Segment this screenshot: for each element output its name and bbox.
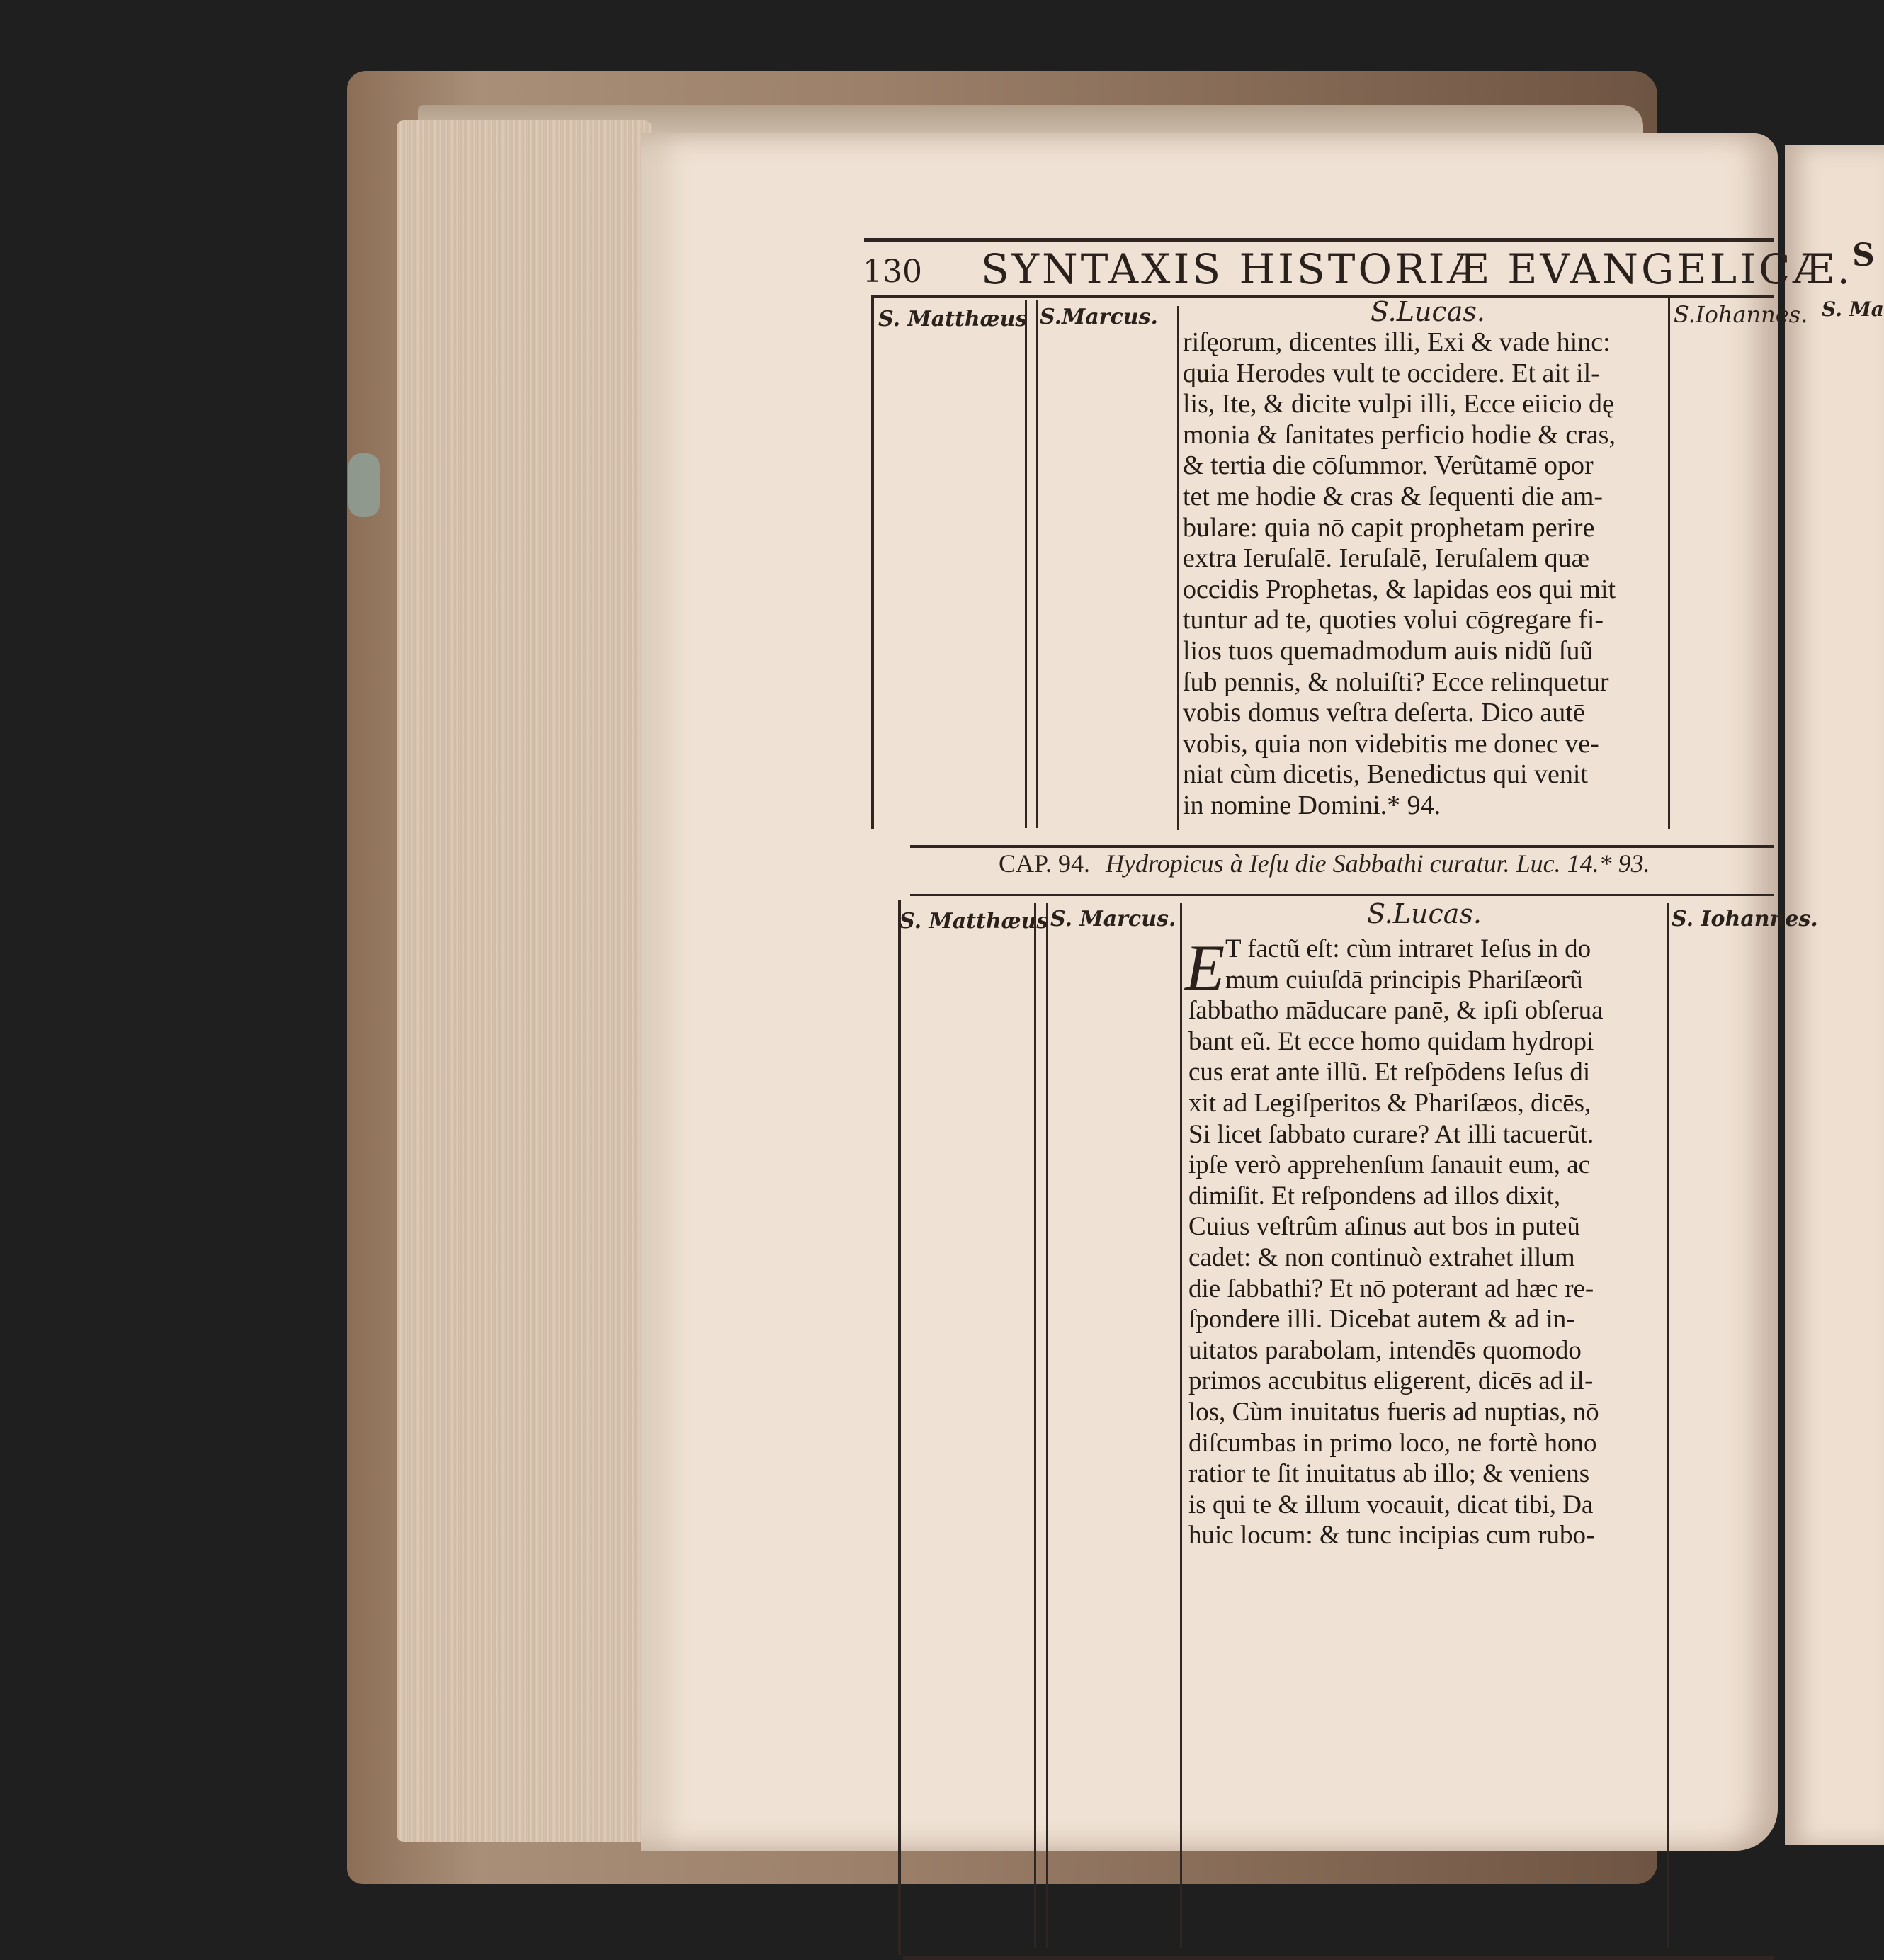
text-line: mum cuiuſdā principis Phariſæorũ (1225, 965, 1583, 995)
table1-divider-3 (1177, 306, 1179, 830)
table2-top-rule (910, 894, 1774, 896)
table1-bottom-rule (910, 845, 1774, 848)
text-line: los, Cùm inuitatus fueris ad nuptias, nō (1188, 1397, 1599, 1427)
text-line: diſcumbas in primo loco, ne fortè hono (1188, 1428, 1597, 1458)
text-line: quia Herodes vult te occidere. Et ait il- (1183, 358, 1600, 388)
col-head-luke: S.Lucas. (1371, 296, 1485, 327)
chapter-summary: Hydropicus à Ieſu die Sabbathi curatur. Luc. 14.* 93. (1106, 849, 1650, 878)
col-head-john: S.Iohannes. (1674, 301, 1808, 328)
text-line: riſęorum, dicentes illi, Exi & vade hinc: (1183, 327, 1611, 357)
clasp-remnant (348, 453, 380, 517)
text-line: & tertia die cōſummor. Verũtamē opor (1183, 451, 1594, 481)
text-line: die ſabbathi? Et nō poterant ad hæc re- (1188, 1274, 1594, 1303)
text-line: is qui te & illum vocauit, dicat tibi, Da (1188, 1490, 1594, 1519)
text-line: ſub pennis, & noluiſti? Ecce relinquetur (1183, 667, 1609, 697)
col-head-matthew-2: S. Matthæus (900, 909, 1049, 934)
text-line: ſpondere illi. Dicebat autem & ad in- (1188, 1305, 1575, 1335)
table2-left-border (898, 900, 901, 1955)
text-line: T factũ eſt: cùm intraret Ieſus in do (1225, 934, 1591, 963)
table2-divider-3 (1180, 903, 1182, 1948)
table1-left-border (871, 298, 874, 829)
text-line: cadet: & non continuò extrahet illum (1188, 1242, 1575, 1272)
text-line: bant eũ. Et ecce homo quidam hydropi (1188, 1026, 1594, 1056)
text-line: huic locum: & tunc incipias cum rubo- (1188, 1521, 1595, 1551)
text-line: cus erat ante illũ. Et reſpōdens Ieſus di (1188, 1058, 1591, 1087)
text-line: tuntur ad te, quoties volui cōgregare fi- (1183, 605, 1604, 635)
table2-bottom-rule (903, 1956, 1774, 1960)
text-line: vobis, quia non videbitis me donec ve- (1183, 728, 1599, 759)
chapter-caption (999, 849, 1650, 878)
text-line: niat cùm dicetis, Benedictus qui venit (1183, 759, 1588, 790)
text-line: occidis Prophetas, & lapidas eos qui mit (1183, 574, 1616, 604)
col-head-mark: S.Marcus. (1040, 305, 1158, 329)
table1-divider-2 (1036, 300, 1038, 828)
text-line: ipſe verò apprehenſum ſanauit eum, ac (1188, 1150, 1591, 1180)
text-line: ratior te ſit inuitatus ab illo; & veniens (1188, 1459, 1590, 1489)
table2-divider-1 (1034, 903, 1036, 1948)
page-number: 130 (863, 254, 922, 290)
col-head-john-2: S. Iohannes. (1672, 907, 1818, 931)
col-head-luke-2: S.Lucas. (1367, 898, 1482, 929)
table1-divider-4 (1668, 298, 1670, 829)
text-line: primos accubitus eligerent, dicēs ad il- (1188, 1366, 1594, 1396)
luke-text-section1 (1183, 327, 1616, 822)
text-line: dimiſit. Et reſpondens ad illos dixit, (1188, 1181, 1561, 1211)
running-title: SYNTAXIS HISTORIÆ EVANGELICÆ. (981, 245, 1853, 293)
table2-divider-2 (1046, 903, 1048, 1948)
facing-page-edge (1785, 145, 1884, 1845)
luke-text-section2 (1188, 934, 1604, 1551)
col-head-mark-2: S. Marcus. (1050, 907, 1176, 931)
drop-cap-letter: E (1185, 931, 1225, 1004)
text-line: xit ad Legiſperitos & Phariſæos, dicēs, (1188, 1088, 1591, 1118)
text-line: lios tuos quemadmodum auis nidũ ſuũ (1183, 635, 1594, 666)
text-line: monia & ſanitates perficio hodie & cras, (1183, 419, 1616, 450)
header-rule-bottom (871, 295, 1774, 298)
text-line: in nomine Domini.* 94. (1183, 790, 1441, 820)
text-line: Si licet ſabbato curare? At illi tacuerũt. (1188, 1119, 1594, 1149)
text-line: lis, Ite, & dicite vulpi illi, Ecce eiicio dę (1183, 389, 1614, 419)
table1-divider-1 (1025, 300, 1027, 828)
facing-page-header-fragment: S (1852, 237, 1875, 273)
chapter-number: CAP. 94. (999, 849, 1091, 878)
col-head-matthew: S. Matthæus (878, 307, 1028, 332)
text-line: extra Ieruſalē. Ieruſalē, Ieruſalem quæ (1183, 543, 1589, 574)
text-line: ſabbatho māducare panē, & ipſi obſerua (1188, 996, 1604, 1026)
table2-divider-4 (1667, 903, 1669, 1948)
text-line: tet me hodie & cras & ſequenti die am- (1183, 481, 1604, 511)
page-stack-edge (397, 120, 652, 1842)
text-line: uitatos parabolam, intendēs quomodo (1188, 1335, 1582, 1365)
text-line: vobis domus veſtra deſerta. Dico autē (1183, 698, 1585, 728)
text-line: bulare: quia nō capit prophetam perire (1183, 512, 1595, 543)
header-rule-top (864, 238, 1774, 242)
text-line: Cuius veſtrûm aſinus aut bos in puteũ (1188, 1212, 1580, 1242)
facing-page-column-fragment: S. Ma (1822, 298, 1884, 321)
